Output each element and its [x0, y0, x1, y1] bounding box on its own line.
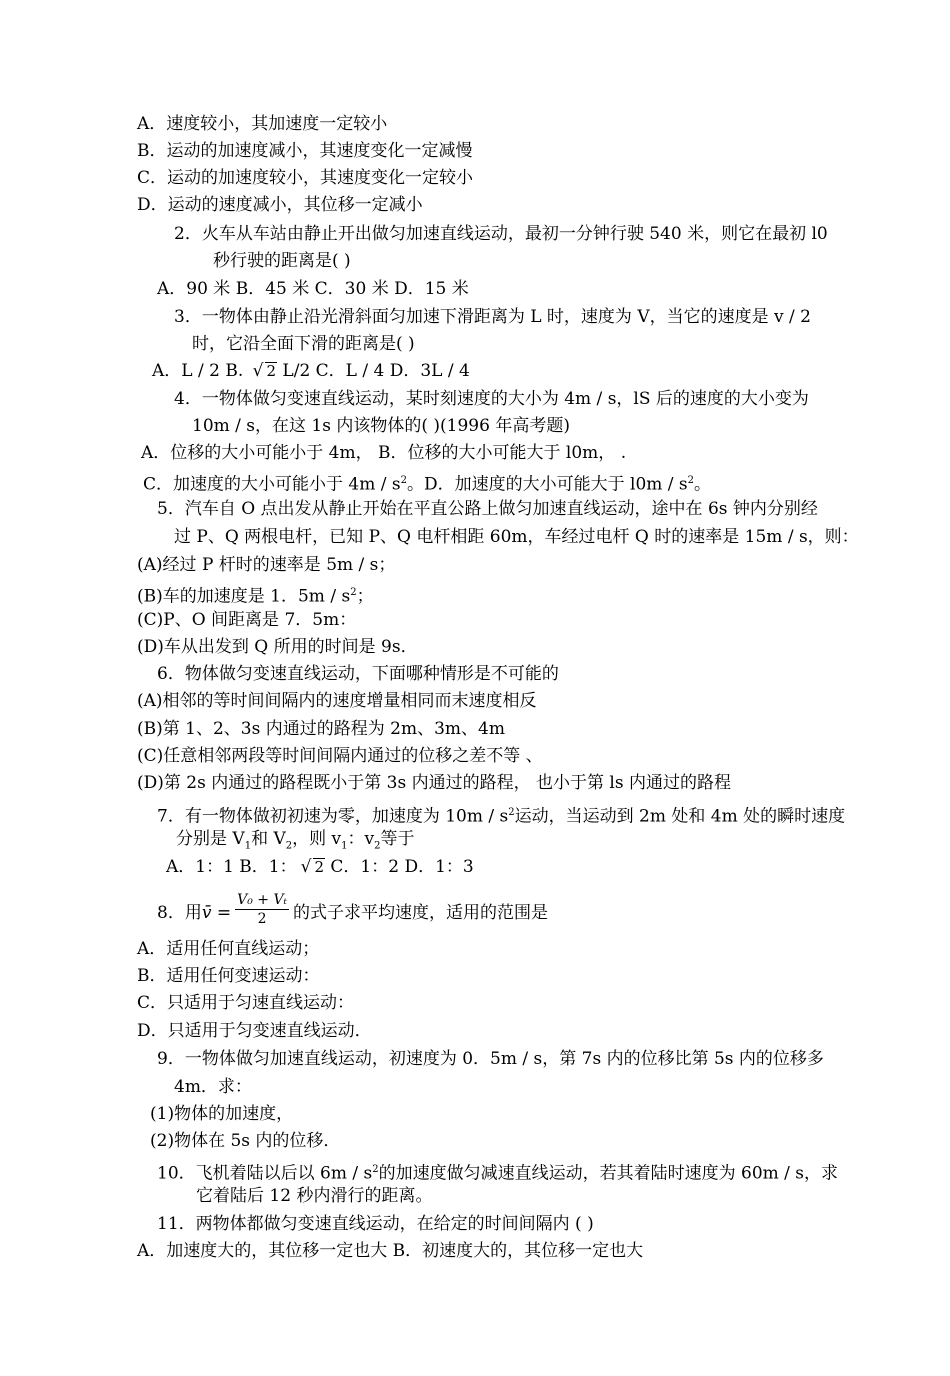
- superscript: 2: [372, 1164, 379, 1175]
- q7-stem2-text: 和 V: [251, 829, 286, 849]
- q1-option-d: D．运动的速度减小，其位移一定减小: [137, 195, 423, 215]
- superscript: 2: [400, 475, 407, 486]
- q3-sqrt-radicand: 2: [266, 362, 277, 380]
- q6-option-a: (A)相邻的等时间间隔内的速度增量相同而末速度相反: [137, 691, 537, 711]
- q7-stem2-text: ，则 v: [292, 829, 342, 849]
- q8-stem: [157, 892, 549, 932]
- q10-stem-text: 10．飞机着陆以后以 6m / s: [157, 1163, 373, 1184]
- q4-options-ab: A．位移的大小可能小于 4m， B．位移的大小可能大于 l0m， .: [141, 443, 627, 463]
- q3-stem-line2: 时，它沿全面下滑的距离是( ): [192, 334, 415, 354]
- q10-stem-text-post: 的加速度做匀减速直线运动，若其着陆时速度为 60m / s，求: [378, 1163, 839, 1184]
- q7-options-text-post: C．1：2 D．1：3: [325, 857, 474, 877]
- q4-option-d: 。D．加速度的大小可能大于 l0m / s: [406, 474, 688, 495]
- q8-option-b: B．适用任何变速运动：: [137, 966, 320, 986]
- subscript: 2: [374, 840, 381, 852]
- subscript: 1: [244, 840, 252, 852]
- q6-option-b: (B)第 1、2、3s 内通过的路程为 2m、3m、4m: [137, 719, 505, 739]
- formula-denominator: 2: [257, 911, 267, 927]
- q5-option-a: (A)经过 P 杆时的速率是 5m / s；: [137, 555, 396, 575]
- q5-option-b-end: ；: [356, 586, 374, 607]
- q9-part-1: (1)物体的加速度，: [150, 1104, 294, 1124]
- q5-option-b-text: (B)车的加速度是 1．5m / s: [137, 586, 351, 607]
- superscript: 2: [350, 587, 357, 598]
- q7-stem2-text: 分别是 V: [176, 829, 245, 849]
- q2-stem-line1: 2．火车从车站由静止开出做匀加速直线运动，最初一分钟行驶 540 米，则它在最初 l0: [174, 224, 828, 244]
- q4-options-cd: [143, 467, 711, 499]
- q11-options-ab: A．加速度大的，其位移一定也大 B．初速度大的，其位移一定也大: [137, 1241, 644, 1261]
- q3-option-a: A．L / 2 B.: [152, 361, 244, 381]
- q5-option-b: [137, 579, 374, 611]
- q4-option-c: C．加速度的大小可能小于 4m / s: [143, 474, 401, 495]
- superscript: 2: [687, 475, 695, 486]
- q7-sqrt-radicand: 2: [314, 858, 325, 876]
- q3-stem-line1: 3．一物体由静止沿光滑斜面匀加速下滑距离为 L 时，速度为 V，当它的速度是 v / 2: [174, 307, 811, 327]
- q4-stem-line2: 10m / s，在这 1s 内该物体的( )(1996 年高考题): [192, 416, 570, 436]
- q7-options-text: A．1：1 B．1：: [166, 857, 297, 877]
- q1-option-a: A．速度较小，其加速度一定较小: [137, 114, 388, 134]
- q8-stem-text: 8．用: [157, 903, 202, 923]
- q1-option-b: B．运动的加速度减小，其速度变化一定减慢: [137, 141, 473, 161]
- q5-stem-line1: 5．汽车自 O 点出发从静止开始在平直公路上做匀加速直线运动，途中在 6s 钟内分别经: [157, 499, 818, 519]
- q6-option-c: (C)任意相邻两段等时间间隔内通过的位移之差不等 、: [137, 746, 543, 766]
- q11-stem: 11．两物体都做匀变速直线运动，在给定的时间间隔内 ( ): [157, 1214, 594, 1234]
- subscript: 1: [341, 840, 348, 852]
- q4-option-d-end: 。: [694, 474, 712, 495]
- subscript: 2: [285, 840, 293, 852]
- q7-options: [166, 854, 474, 881]
- sqrt-icon: √: [252, 361, 264, 381]
- q9-stem-line1: 9．一物体做匀加速直线运动，初速度为 0．5m / s，第 7s 内的位移比第 5s 内的位移多: [157, 1049, 824, 1069]
- q8-stem-text-post: 的式子求平均速度，适用的范围是: [293, 903, 549, 923]
- q8-option-c: C．只适用于匀速直线运动：: [137, 993, 355, 1013]
- q3-options: [152, 358, 470, 385]
- q9-stem-line2: 4m．求：: [174, 1077, 252, 1097]
- sqrt-icon: √: [300, 857, 312, 877]
- superscript: 2: [508, 807, 515, 818]
- q7-stem2-text: ：v: [347, 829, 375, 849]
- q10-stem-line2: 它着陆后 12 秒内滑行的距离。: [196, 1186, 433, 1206]
- q7-stem-text-post: 运动，当运动到 2m 处和 4m 处的瞬时速度: [514, 806, 846, 827]
- formula-numerator: V₀ + Vₜ: [237, 892, 288, 908]
- q6-stem: 6．物体做匀变速直线运动，下面哪种情形是不可能的: [157, 664, 559, 684]
- average-velocity-formula: [235, 891, 289, 928]
- q7-stem-text: 7．有一物体做初初速为零，加速度为 10m / s: [157, 806, 509, 827]
- q2-stem-line2: 秒行驶的距离是( ): [213, 251, 351, 271]
- q7-stem2-text: 等于: [380, 829, 415, 849]
- formula-lhs: v̄ =: [201, 903, 232, 923]
- q3-option-rest: L/2 C．L / 4 D．3L / 4: [282, 361, 470, 381]
- q8-option-d: D．只适用于匀变速直线运动．: [137, 1021, 372, 1041]
- q5-option-c: (C)P、O 间距离是 7．5m：: [137, 610, 357, 630]
- q5-option-d: (D)车从出发到 Q 所用的时间是 9s．: [137, 637, 418, 657]
- q4-stem-line1: 4．一物体做匀变速直线运动，某时刻速度的大小为 4m / s，lS 后的速度的大小变为: [174, 389, 809, 409]
- q9-part-2: (2)物体在 5s 内的位移．: [150, 1131, 341, 1151]
- q2-options: A．90 米 B．45 米 C．30 米 D．15 米: [157, 279, 469, 299]
- q6-option-d: (D)第 2s 内通过的路程既小于第 3s 内通过的路程， 也小于第 ls 内通过的路程: [137, 773, 731, 793]
- q1-option-c: C．运动的加速度较小，其速度变化一定较小: [137, 168, 474, 188]
- q8-option-a: A．适用任何直线运动；: [137, 939, 320, 959]
- q5-stem-line2: 过 P、Q 两根电杆，已知 P、Q 电杆相距 60m，车经过电杆 Q 时的速率是 15m / s，则：: [174, 527, 859, 547]
